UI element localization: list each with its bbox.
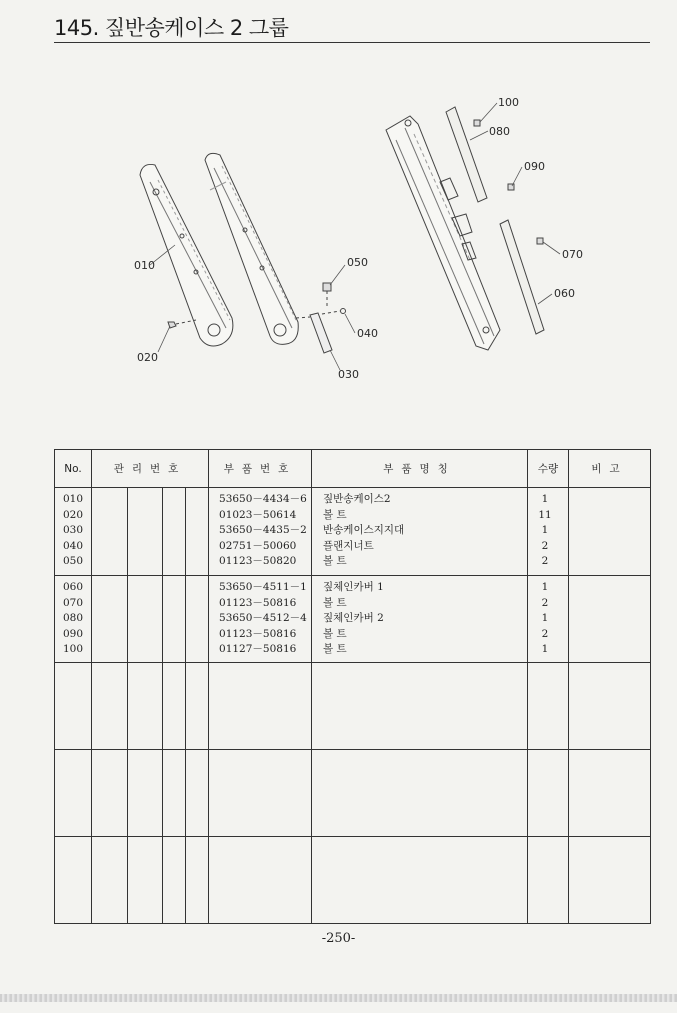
callout-090: 090: [524, 160, 545, 173]
part-name: 짚반송케이스2: [323, 493, 391, 505]
part-020-bolt: [168, 320, 196, 328]
part-number: 01127－50816: [219, 643, 297, 656]
quantity: 2: [541, 539, 549, 552]
item-no: 090: [63, 627, 84, 640]
part-number: 53650－4512－4: [219, 612, 307, 625]
item-no: 040: [63, 539, 84, 552]
part-090-bolt: [508, 184, 514, 190]
callout-030: 030: [338, 368, 359, 381]
part-name: 볼 트: [323, 643, 347, 656]
callout-010: 010: [134, 259, 155, 272]
part-number: 01023－50614: [219, 508, 297, 521]
item-no: 030: [63, 524, 84, 537]
header-remarks: 비고: [569, 450, 651, 488]
table-row-group-2: [55, 576, 651, 663]
part-040-flange-nut: [322, 309, 346, 315]
exploded-parts-diagram: [0, 60, 677, 390]
part-number: 01123－50816: [219, 596, 297, 609]
item-no: 100: [63, 643, 84, 656]
title-rule: [54, 42, 650, 43]
header-row: [55, 450, 651, 488]
callout-020: 020: [137, 351, 158, 364]
callout-040: 040: [357, 327, 378, 340]
parts-table: [54, 449, 651, 924]
scan-noise-bar: [0, 994, 677, 1002]
part-070-bolt: [537, 238, 543, 244]
part-name: 짚체인카버 2: [323, 612, 384, 625]
part-name: 볼 트: [323, 555, 347, 568]
quantity: 1: [541, 612, 549, 625]
part-number: 53650－4511－1: [219, 581, 307, 593]
header-part-name: 부품명칭: [312, 450, 528, 488]
quantity: 1: [541, 493, 549, 505]
quantity: 2: [541, 596, 549, 609]
part-name: 플랜지너트: [323, 539, 374, 552]
table-row-group-1: [55, 488, 651, 576]
table-row-empty-3: [55, 837, 651, 924]
table-row-empty-2: [55, 750, 651, 837]
part-number: 01123－50816: [219, 627, 297, 640]
callout-060: 060: [554, 287, 575, 300]
part-number: 53650－4435－2: [219, 524, 307, 537]
callout-070: 070: [562, 248, 583, 261]
table-row-empty-1: [55, 663, 651, 750]
header-no: No.: [55, 450, 92, 488]
part-030-support-bracket: [296, 313, 332, 353]
item-no: 020: [63, 508, 84, 521]
part-name: 볼 트: [323, 596, 347, 609]
part-name: 짚체인카버 1: [323, 581, 384, 593]
quantity: 1: [541, 581, 549, 593]
item-no: 050: [63, 555, 84, 568]
part-number: 02751－50060: [219, 539, 297, 552]
item-no: 010: [63, 493, 84, 505]
page-number: -250-: [321, 931, 356, 946]
part-number: 01123－50820: [219, 555, 297, 568]
part-name: 반송케이스지지대: [323, 524, 405, 537]
item-no: 070: [63, 596, 84, 609]
header-quantity: 수량: [528, 450, 569, 488]
quantity: 2: [541, 555, 549, 568]
part-number: 53650－4434－6: [219, 493, 307, 505]
page-title: 145. 짚반송케이스 2 그룹: [54, 16, 289, 40]
part-name: 볼 트: [323, 627, 347, 640]
quantity: 1: [541, 524, 549, 537]
part-name: 볼 트: [323, 508, 347, 521]
part-100-bolt: [474, 120, 480, 126]
item-no: 060: [63, 581, 84, 593]
header-management-number: 관리번호: [92, 450, 209, 488]
callout-080: 080: [489, 125, 510, 138]
callout-100: 100: [498, 96, 519, 109]
callout-050: 050: [347, 256, 368, 269]
part-060-chain-cover-1: [500, 220, 544, 334]
header-part-number: 부품번호: [209, 450, 312, 488]
part-050-bolt: [323, 283, 331, 306]
conveyor-case-assembly: [386, 116, 500, 350]
quantity: 1: [541, 643, 549, 656]
item-no: 080: [63, 612, 84, 625]
quantity: 2: [541, 627, 549, 640]
quantity: 11: [538, 508, 552, 521]
